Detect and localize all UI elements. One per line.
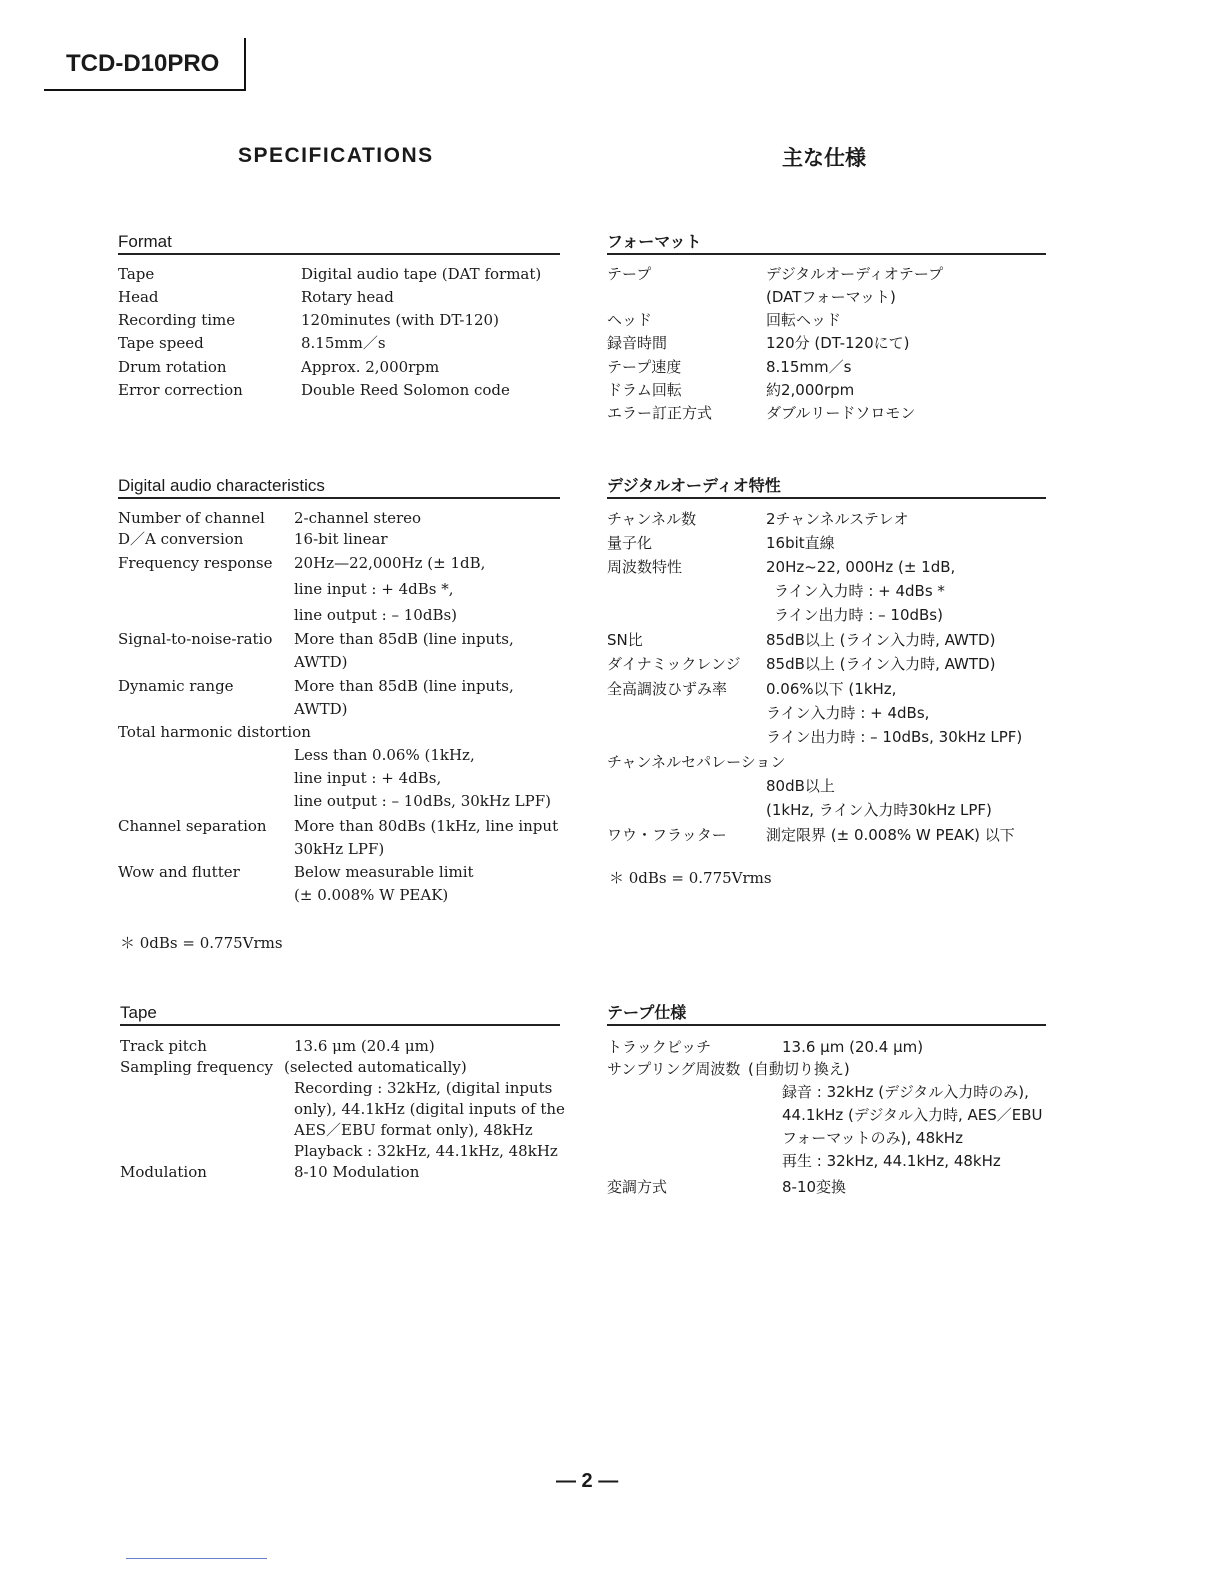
section-heading: デジタルオーディオ特性 <box>607 476 1046 499</box>
spec-value: Rotary head <box>301 288 394 306</box>
spec-label: 変調方式 <box>607 1178 668 1196</box>
tape-section-jp <box>607 1003 1046 1026</box>
spec-value: 回転ヘッド <box>766 311 842 329</box>
model-number: TCD-D10PRO <box>66 50 220 77</box>
spec-value: Approx. 2,000rpm <box>301 358 440 376</box>
spec-value: Digital audio tape (DAT format) <box>301 265 542 283</box>
spec-label: ワウ・フラッター <box>607 826 727 844</box>
section-heading: Format <box>118 232 560 255</box>
spec-label: Modulation <box>120 1163 207 1181</box>
spec-value: 16-bit linear <box>294 530 388 548</box>
spec-label: Signal-to-noise-ratio <box>118 630 273 648</box>
section-heading: テープ仕様 <box>607 1003 1046 1026</box>
spec-label: Tape <box>118 265 155 283</box>
spec-label: トラックピッチ <box>607 1038 712 1056</box>
section-heading: Digital audio characteristics <box>118 476 560 499</box>
spec-value: 120minutes (with DT-120) <box>301 311 499 329</box>
spec-value: ダブルリードソロモン <box>766 404 916 422</box>
spec-value: 13.6 μm (20.4 μm) <box>294 1037 435 1055</box>
section-heading: フォーマット <box>607 232 1046 255</box>
footnote: ＊ 0dBs = 0.775Vrms <box>120 934 283 952</box>
spec-label: Wow and flutter <box>118 863 240 881</box>
spec-value: (selected automatically) Recording : 32kHz, (digital inputs only), 44.1kHz (digital inputs of the AES／EBU format only), 48kHz Playback : 32kHz, 44.1kHz, 48kHz <box>284 1058 565 1160</box>
spec-label: チャンネルセパレーション <box>607 753 786 771</box>
spec-label: エラー訂正方式 <box>607 404 713 422</box>
spec-value: 85dB以上 (ライン入力時, AWTD) <box>766 655 996 673</box>
spec-label: Number of channel <box>118 509 265 527</box>
spec-label: 録音時間 <box>607 334 668 352</box>
spec-label: Tape speed <box>118 334 204 352</box>
spec-value: 16bit直線 <box>766 534 835 552</box>
spec-value: 85dB以上 (ライン入力時, AWTD) <box>766 631 996 649</box>
spec-value: 2-channel stereo <box>294 509 422 527</box>
spec-value: Less than 0.06% (1kHz, line input : + 4dBs, line output : – 10dBs, 30kHz LPF) <box>294 746 551 810</box>
spec-value: デジタルオーディオテープ (DATフォーマット) <box>766 265 944 306</box>
spec-value: 20Hz—22,000Hz (± 1dB, line input : + 4dBs *, line output : – 10dBs) <box>294 554 486 624</box>
spec-label: 周波数特性 <box>607 558 683 576</box>
page-title-english: SPECIFICATIONS <box>238 144 434 167</box>
page-title-japanese: 主な仕様 <box>782 146 866 170</box>
spec-value: 約2,000rpm <box>766 381 855 399</box>
digital-section-jp <box>607 476 1046 499</box>
spec-label: Total harmonic distortion <box>118 723 311 741</box>
spec-label: Head <box>118 288 159 306</box>
spec-label: Frequency response <box>118 554 273 572</box>
footer-rule <box>126 1558 267 1559</box>
spec-label: Sampling frequency <box>120 1058 273 1076</box>
spec-label: テープ <box>607 265 652 283</box>
spec-label: Track pitch <box>120 1037 207 1055</box>
spec-value: 8.15mm／s <box>766 358 852 376</box>
format-section-en <box>118 232 560 255</box>
spec-value: More than 85dB (line inputs, AWTD) <box>294 677 514 718</box>
header-rule <box>44 89 246 91</box>
spec-label: 量子化 <box>607 534 653 552</box>
spec-label: D／A conversion <box>118 530 244 548</box>
spec-label: ヘッド <box>607 311 653 329</box>
spec-value: 20Hz~22, 000Hz (± 1dB, ライン入力時 : + 4dBs * ライン出力時 : – 10dBs) <box>766 558 956 624</box>
spec-value: (自動切り換え) 録音 : 32kHz (デジタル入力時のみ), 44.1kHz (デジタル入力時, AES／EBU フォーマットのみ), 48kHz 再生 : 32kHz, 44.1kHz, 48kHz <box>748 1060 1043 1170</box>
spec-value: Below measurable limit (± 0.008% W PEAK) <box>294 863 474 904</box>
footnote: ＊ 0dBs = 0.775Vrms <box>609 869 772 887</box>
spec-value: Double Reed Solomon code <box>301 381 510 399</box>
spec-label: SN比 <box>607 631 643 649</box>
spec-label: テープ速度 <box>607 358 682 376</box>
spec-label: 全高調波ひずみ率 <box>607 680 728 698</box>
spec-value: 0.06%以下 (1kHz, ライン入力時 : + 4dBs, ライン出力時 : – 10dBs, 30kHz LPF) <box>766 680 1023 746</box>
spec-label: Error correction <box>118 381 243 399</box>
spec-value: 8.15mm／s <box>301 334 386 352</box>
spec-value: More than 85dB (line inputs, AWTD) <box>294 630 514 671</box>
page-number: — 2 — <box>556 1470 619 1492</box>
format-section-jp <box>607 232 1046 255</box>
spec-label: Recording time <box>118 311 236 329</box>
digital-section-en <box>118 476 560 499</box>
spec-value: 測定限界 (± 0.008% W PEAK) 以下 <box>766 826 1015 844</box>
tape-section-en <box>120 1003 560 1026</box>
spec-value: 80dB以上 (1kHz, ライン入力時30kHz LPF) <box>766 777 992 819</box>
spec-label: Channel separation <box>118 817 267 835</box>
spec-label: ダイナミックレンジ <box>607 655 741 673</box>
spec-value: 8-10 Modulation <box>294 1163 420 1181</box>
spec-value: 8-10変換 <box>782 1178 847 1196</box>
spec-label: チャンネル数 <box>607 510 697 528</box>
spec-label: Dynamic range <box>118 677 234 695</box>
header-rule-vertical <box>244 38 246 91</box>
spec-label: Drum rotation <box>118 358 227 376</box>
spec-value: 120分 (DT-120にて) <box>766 334 910 352</box>
section-heading: Tape <box>120 1003 560 1026</box>
spec-value: 13.6 μm (20.4 μm) <box>782 1038 924 1056</box>
spec-value: More than 80dBs (1kHz, line input 30kHz LPF) <box>294 817 559 858</box>
spec-label: ドラム回転 <box>607 381 682 399</box>
spec-value: 2チャンネルステレオ <box>766 510 909 528</box>
spec-label: サンプリング周波数 <box>607 1060 741 1078</box>
